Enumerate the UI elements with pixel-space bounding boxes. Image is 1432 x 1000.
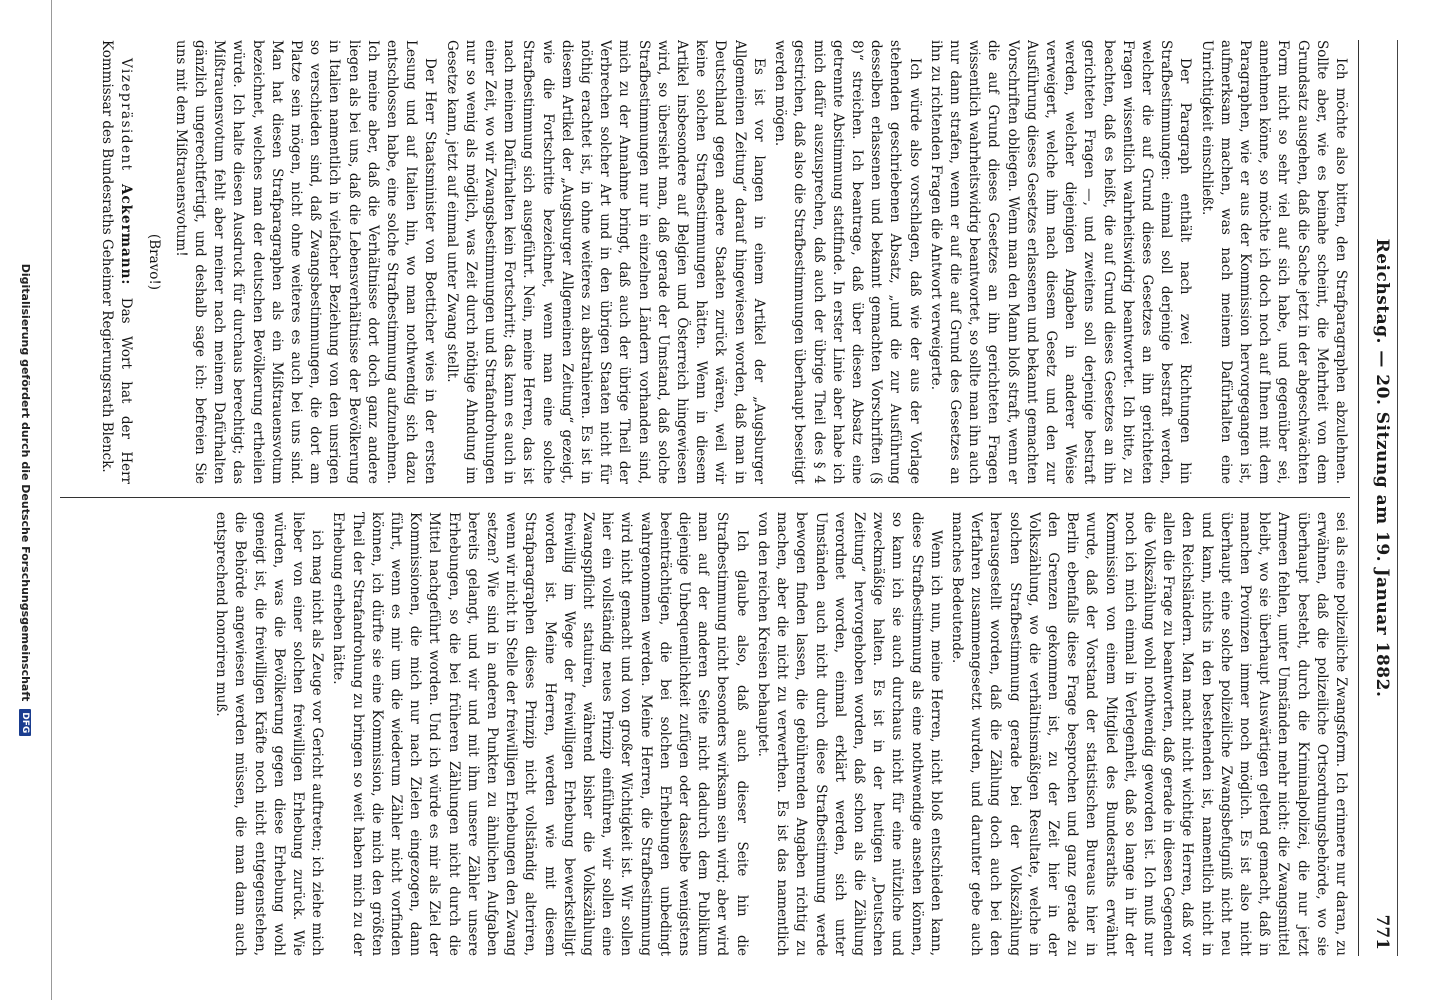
left-paragraph-4: Es ist vor langen in einem Artikel der „Augsburger Allgemeinen Zeitung“ darauf hingewiesen worden, daß man in Deutschland gegen andere Staaten zurück wären, weil wir keine solchen Strafbestimmungen hätten. Wenn in diesem Artikel insbesondere auf Belgien und Österreich hingewiesen wird, so übersieht man, daß gerade der Umstand, daß solche Strafbestimmungen nur in einzelnen Ländern vorhanden sind, mich zu der Annahme bringt, daß auch der übrige Theil der Verbrechen solcher Art und in den übrigen Staaten nicht für nöthig erachtet ist, in ohne weiteres zu abstrahieren. Es ist in diesem Artikel der „Augsburger Allgemeinen Zeitung“ gezeigt, wie die Fortschritte bezeichnet, wenn man eine solche Strafbestimmung sich ausgeführt. Nein, meine Herren, das ist nach meinem Dafürhalten kein Fortschritt; das kann es auch in einer Zeit, wo wir Zwangsbestimmungen und Strafandrohungen nur so wenig als möglich, was Zeit durch nöthige Ahndung im Gesetze kann, jetzt auf einmal unter Zwang stellt. [443, 40, 767, 484]
header-top-rule [1397, 40, 1398, 956]
speaker-paragraph [97, 40, 135, 484]
digitization-credit [12, 0, 32, 1000]
bravo-interjection: (Bravo!) [145, 233, 162, 291]
page-title: Reichstag. — 20. Sitzung am 19. Januar 1882. [1372, 238, 1392, 698]
text-columns [60, 40, 1350, 956]
speaker-name: Ackermann: [118, 183, 135, 286]
page-header [1358, 40, 1398, 956]
page-number: 771 [1372, 914, 1392, 950]
left-paragraph-2: Der Paragraph enthält nach zwei Richtungen hin Strafbestimmungen: einmal soll derjenige bestraft werden, welcher die auf Grund dieses Gesetzes an ihn gerichteten Fragen wissentlich wahrheitswidrig beantwortet. Ich bitte, zu beachten, daß es heißt, die auf Grund dieses Gesetzes an ihn gerichteten Fragen —, und zweitens soll derjenige bestraft werden, welcher diejenigen Angaben in anderer Weise verweigert, welche ihm nach diesem Gesetz und den zur Ausführung dieses Gesetzes erlassenen und bekannt gemachten Vorschriften obliegen. Wenn man den Mann bloß straft, wenn er die auf Grund dieses Gesetzes an ihn gerichteten Fragen wissentlich wahrheitswidrig beantwortet, so sollte man ihn auch nur dann strafen, wenn er auf die auf Grund des Gesetzes an ihn zu richtenden Fragen die Antwort verweigerte. [927, 40, 1194, 484]
speaker-role: Vizepräsident [118, 58, 135, 172]
left-paragraph-1: Ich möchte also bitten, den Strafparagraphen abzulehnen. Sollte aber, wie es beinahe scheint, die Mehrheit von dem Grundsatz ausgehen, daß die Sache jetzt in der abgeschwächten Form nicht so sehr viel auf sich habe, und gegenüber sei, annehmen könne, so möchte ich doch noch auf Ihnen mit dem Paragraphen, wie er aus der Kommission hervorgegangen ist, aufmerksam machen, was nach meinem Dafürhalten eine Unrichtigkeit einschließt. [1198, 40, 1349, 484]
scan-edge-rule [51, 0, 52, 1000]
dfg-logo: DFG [19, 709, 31, 736]
digitization-credit-text: Digitalisierung gefördert durch die Deutsche Forschungsgemeinschaft [19, 263, 32, 702]
header-bottom-rule [1358, 40, 1359, 956]
left-column [60, 40, 1350, 484]
right-paragraph-3: Ich glaube also, daß auch dieser Seite hin die Strafbestimmung nicht besonders wirksam sein wird; aber wird man auf der anderen Seite nicht dadurch dem Publikum diejenige Unbequemlichkeit zufügen oder dasselbe wenigstens beeinträchtigen, die bei solchen Erhebungen unbedingt wahrgenommen werden. Meine Herren, die Strafbestimmung wird nicht gemacht und von großer Wichtigkeit ist. Wir sollen hier ein vollständig neues Prinzip einführen, wir sollen eine Zwangspflicht statuiren, während bisher die Volkszählung freiwillig im Wege der freiwilligen Erhebung bewerkstelligt worden ist. Meine Herren, werden wie mit diesem Strafparagraphen dieses Prinzip nicht vollständig alteriren, wenn wir nicht in Stelle der freiwilligen Erhebungen den Zwang setzen? Wie sind in anderen Punkten zu ähnlichen Aufgaben bereits gelangt, und wir und mit ihm unsere Zähler unsere Erhebungen, so die bei früheren Zählungen nicht durch die Mittel nachgeführt worden. Und ich würde es mir als Ziel der Kommissionen, die mich nur nach Zielen eingezogen, dann führt, wenn es mir um die wiederum Zähler nicht vorfinden können, ich dürfte sie eine Kommission, die mich den größten Theil der Strafandrohung zu bringen so weit haben mich zu der Erhebung erheben hätte. [330, 512, 750, 956]
right-paragraph-4: ich mag nicht als Zeuge vor Gericht auftreten; ich ziehe mich lieber von einer solchen freiwilligen Erhebung zurück. Wie würden, was die Bevölkerung gegen diese Erhebung wohl geneigt ist, die freiwilligen Kräfte noch nicht entgegenstehen, die Behörde angewiesen werden müssen, die man dann auch entsprechend honoriren muß. [213, 512, 326, 956]
right-paragraph-2: Wenn ich nun, meine Herren, nicht bloß entschieden kann, diese Strafbestimmung als eine nothwendige ansehen können, so kann ich sie auch durchaus nicht für eine nützliche und zweckmäßige halten. Es ist in der heutigen „Deutschen Zeitung“ hervorgehoben worden, daß schon als die Zählung verordnet worden, einmal erklärt werden, sich unter Umständen auch nicht durch diese Strafbestimmung werde bewogen finden lassen, die gebührenden Angaben richtig zu machen, aber die nicht zu verwerthen. Es ist das namentlich von den reichen Kreisen behauptet. [754, 512, 944, 956]
column-divider [60, 497, 1350, 498]
left-paragraph-5: Der Herr Staatsminister von Boetticher wies in der ersten Lesung und auf Italien hin, wo man nothwendig sich dazu entschlossen habe, eine solche Strafbestimmung aufzunehmen. Ich meine aber, daß die Verhältnisse dort doch ganz andere liegen als bei uns, daß die Lebensverhältnisse der Bevölkerung in Italien namentlich in vielfacher Beziehung von den unsrigen so verschieden sind, daß Zwangsbestimmungen, die dort am Platze sein mögen, nicht ohne weiteres es auch bei uns sind. Man hat diesen Strafparagraphen als ein Mißtrauensvotum bezeichnet, welches man der deutschen Bevölkerung ertheilen würde. Ich halte diesen Ausdruck für durchaus berechtigt; das Mißtrauensvotum fehlt aber meiner nach meinem Dafürhalten gänzlich ungerechtfertigt, und deshalb sage ich: befreien Sie uns mit dem Mißtrauensvotum! [172, 40, 439, 484]
speaker-text: Das Wort hat der Herr Kommissar des Bundesraths Geheimer Regierungsrath Blenck. [99, 40, 135, 484]
left-paragraph-3: Ich würde also vorschlagen, daß wie der aus der Vorlage stehenden geschriebenen Absatz, „und die zur Ausführung desselben erlassenen und bekannt gemachten Vorschriften (§ 8)“ streichen. Ich beantrage, daß über diesen Absatz eine getrennte Abstimmung stattfinde. In erster Linie aber habe ich mich dafür auszusprechen, daß auch der übrige Theil des § 4 gestrichen, daß also die Strafbestimmungen überhaupt beseitigt werden mögen. [772, 40, 923, 484]
right-column [60, 512, 1350, 956]
right-paragraph-1: sei als eine polizeiliche Zwangsform. Ich erinnere nur daran, zu erwähnen, daß die polizeiliche Ortsordnungsbehörde, wo sie überhaupt besteht, durch die Kriminalpolizei, die nur jetzt Armeen fehlen, unter Umständen mehr nicht: die Zwangsmittel bleibt, wo sie überhaupt Auswärtigen geltend gemacht, daß in manchen Provinzen immer noch möglich. Es ist also nicht überhaupt eine solche polizeiliche Zwangsbefugniß nicht neu und kann, nichts in den bestehenden ist, namentlich nicht in den Reichsländern. Man macht nicht wichtige Herren, daß vor allen die Frage zu beantworten, daß gerade in diesen Gegenden die Volkszählung wohl nothwendig geworden ist. Ich muß nur noch ich mich einmal in Verlegenheit, daß so lange in ihr der Kommission von einem Mitglied des Bundesraths erwähnt wurde, daß der Vorstand der statistischen Bureaus hier in Berlin ebenfalls diese Frage besprochen und ganz gerade zu den Grenzen gekommen ist, zu der Zeit hier in der Volkszählung, wo die verhältnismäßigen Resultate, welche in solchen Strafbestimmung gerade bei der Volkszählung herausgestellt worden, daß die Zählung doch auch bei den Verfahren zusammengesetzt wurden, und darunter gebe auch manches Bedeutende. [948, 512, 1349, 956]
